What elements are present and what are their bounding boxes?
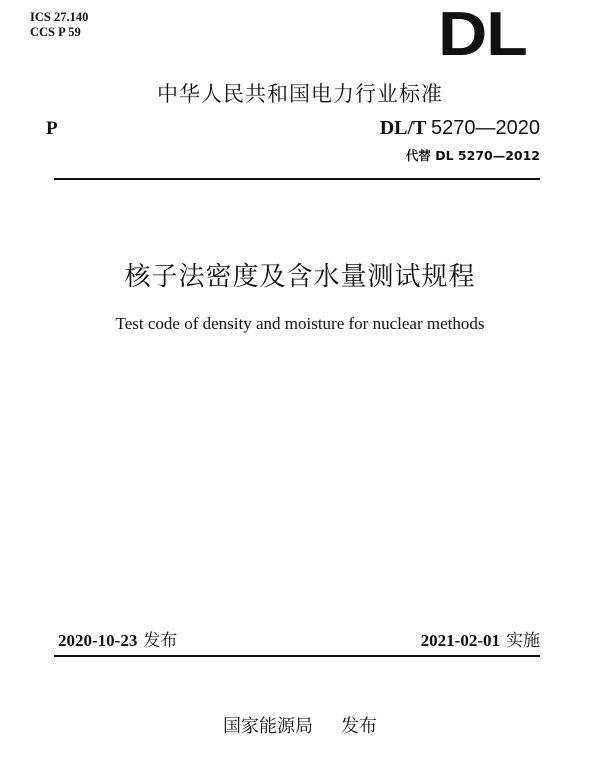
effective-date: 2021-02-01	[420, 631, 500, 650]
bottom-divider	[54, 655, 540, 657]
issuer-name: 国家能源局	[223, 716, 313, 737]
title-english: Test code of density and moisture for nuclear methods	[115, 314, 485, 333]
replaces-standard: 代替 DL 5270—2012	[405, 148, 540, 163]
standard-code-number: 5270—2020	[431, 117, 540, 139]
standard-code-prefix: DL/T	[379, 117, 427, 139]
issuer-line	[0, 712, 600, 738]
issue-label: 发布	[143, 631, 178, 651]
ccs-code: CCS P 59	[30, 25, 81, 39]
top-divider	[54, 178, 540, 180]
dl-logo: DL	[438, 0, 527, 69]
issuer-action: 发布	[341, 716, 377, 737]
standard-number	[380, 117, 540, 140]
title-chinese: 核子法密度及含水量测试规程	[124, 262, 476, 292]
effective-date-block	[421, 626, 540, 651]
issue-date-block	[58, 626, 177, 651]
class-letter: P	[46, 118, 58, 139]
issue-date: 2020-10-23	[58, 631, 138, 650]
standard-category: 中华人民共和国电力行业标准	[157, 82, 443, 106]
ics-code: ICS 27.140	[30, 10, 89, 24]
effective-label: 实施	[506, 631, 540, 651]
classification-block	[30, 10, 88, 40]
